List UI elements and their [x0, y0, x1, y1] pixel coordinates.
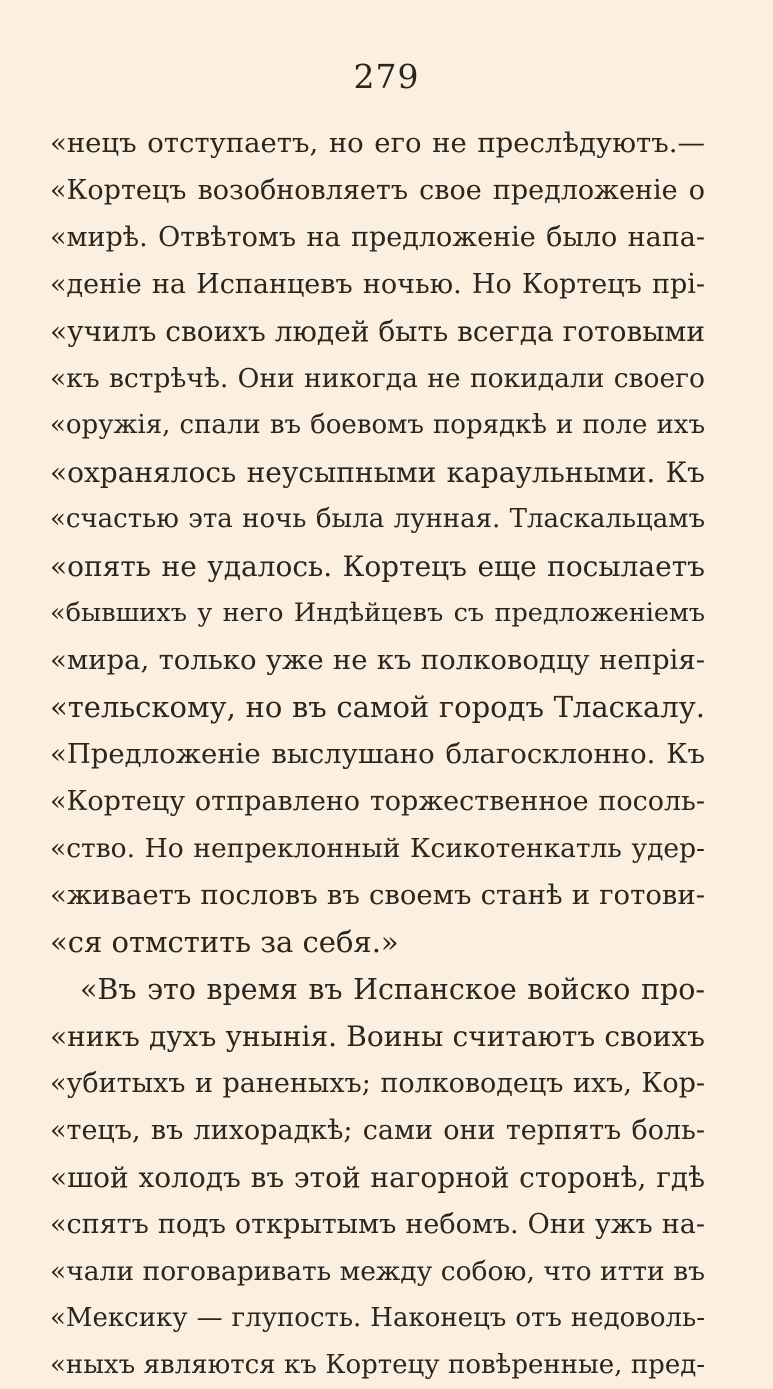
text-line: «опять не удалось. Кортецъ еще посылаетъ	[50, 550, 705, 583]
text-line: «убитыхъ и раненыхъ; полководецъ ихъ, Кор-	[50, 1068, 705, 1099]
text-line: «училъ своихъ людей быть всегда готовыми	[50, 315, 705, 348]
text-line: «бывшихъ у него Индѣйцевъ съ предложеніемъ	[50, 598, 705, 628]
text-line: «никъ духъ унынія. Воины считаютъ своихъ	[50, 1020, 705, 1053]
text-line: «чали поговаривать между собою, что итти въ	[50, 1256, 705, 1287]
text-line: «шой холодъ въ этой нагорной сторонѣ, гдѣ	[50, 1161, 705, 1194]
text-line: «живаетъ пословъ въ своемъ станѣ и готови-	[50, 879, 705, 911]
text-line: «деніе на Испанцевъ ночью. Но Кортецъ пpi-	[50, 269, 705, 300]
text-line: «мира, только уже не къ полководцу непрiя-	[50, 644, 705, 676]
body-text	[50, 120, 705, 1389]
page-number: 279	[353, 57, 420, 96]
text-line: «ныхъ являются къ Кортецу повѣренные, пред-	[50, 1350, 705, 1380]
text-line: «Предложеніе выслушано благосклонно. Къ	[50, 738, 705, 770]
text-line: «спятъ подъ открытымъ небомъ. Они ужъ на-	[50, 1209, 705, 1240]
text-line: «тельскому, но въ самой городъ Тласкалу.	[50, 690, 705, 724]
text-line: «мирѣ. Отвѣтомъ на предложеніе было напа-	[50, 222, 705, 253]
text-line-paragraph-end: «ся отмстить за себя.»	[50, 925, 399, 959]
text-line: «Кортецу отправлено торжественное посоль-	[50, 786, 705, 817]
text-line: «охранялось неусыпными караульными. Къ	[50, 456, 705, 489]
text-line: «счастью эта ночь была лунная. Тласкальцамъ	[50, 504, 705, 534]
text-line: «Кортецъ возобновляетъ свое предложеніе о	[50, 175, 705, 206]
text-line: «Мексику — глупость. Наконецъ отъ недоволь-	[50, 1303, 705, 1333]
text-line: «нецъ отступаетъ, но его не преслѣдуютъ.—	[50, 127, 705, 159]
text-line: «къ встрѣчѣ. Они никогда не покидали своего	[50, 363, 705, 394]
text-line: «ство. Но непреклонный Ксикотенкатль удер-	[50, 833, 705, 864]
text-line: «оружiя, спали въ боевомъ порядкѣ и поле ихъ	[50, 410, 705, 440]
text-line-paragraph-start: «Въ это время въ Испанское войско про-	[80, 973, 705, 1006]
text-line: «тецъ, въ лихорадкѣ; сами они терпятъ боль-	[50, 1115, 705, 1146]
